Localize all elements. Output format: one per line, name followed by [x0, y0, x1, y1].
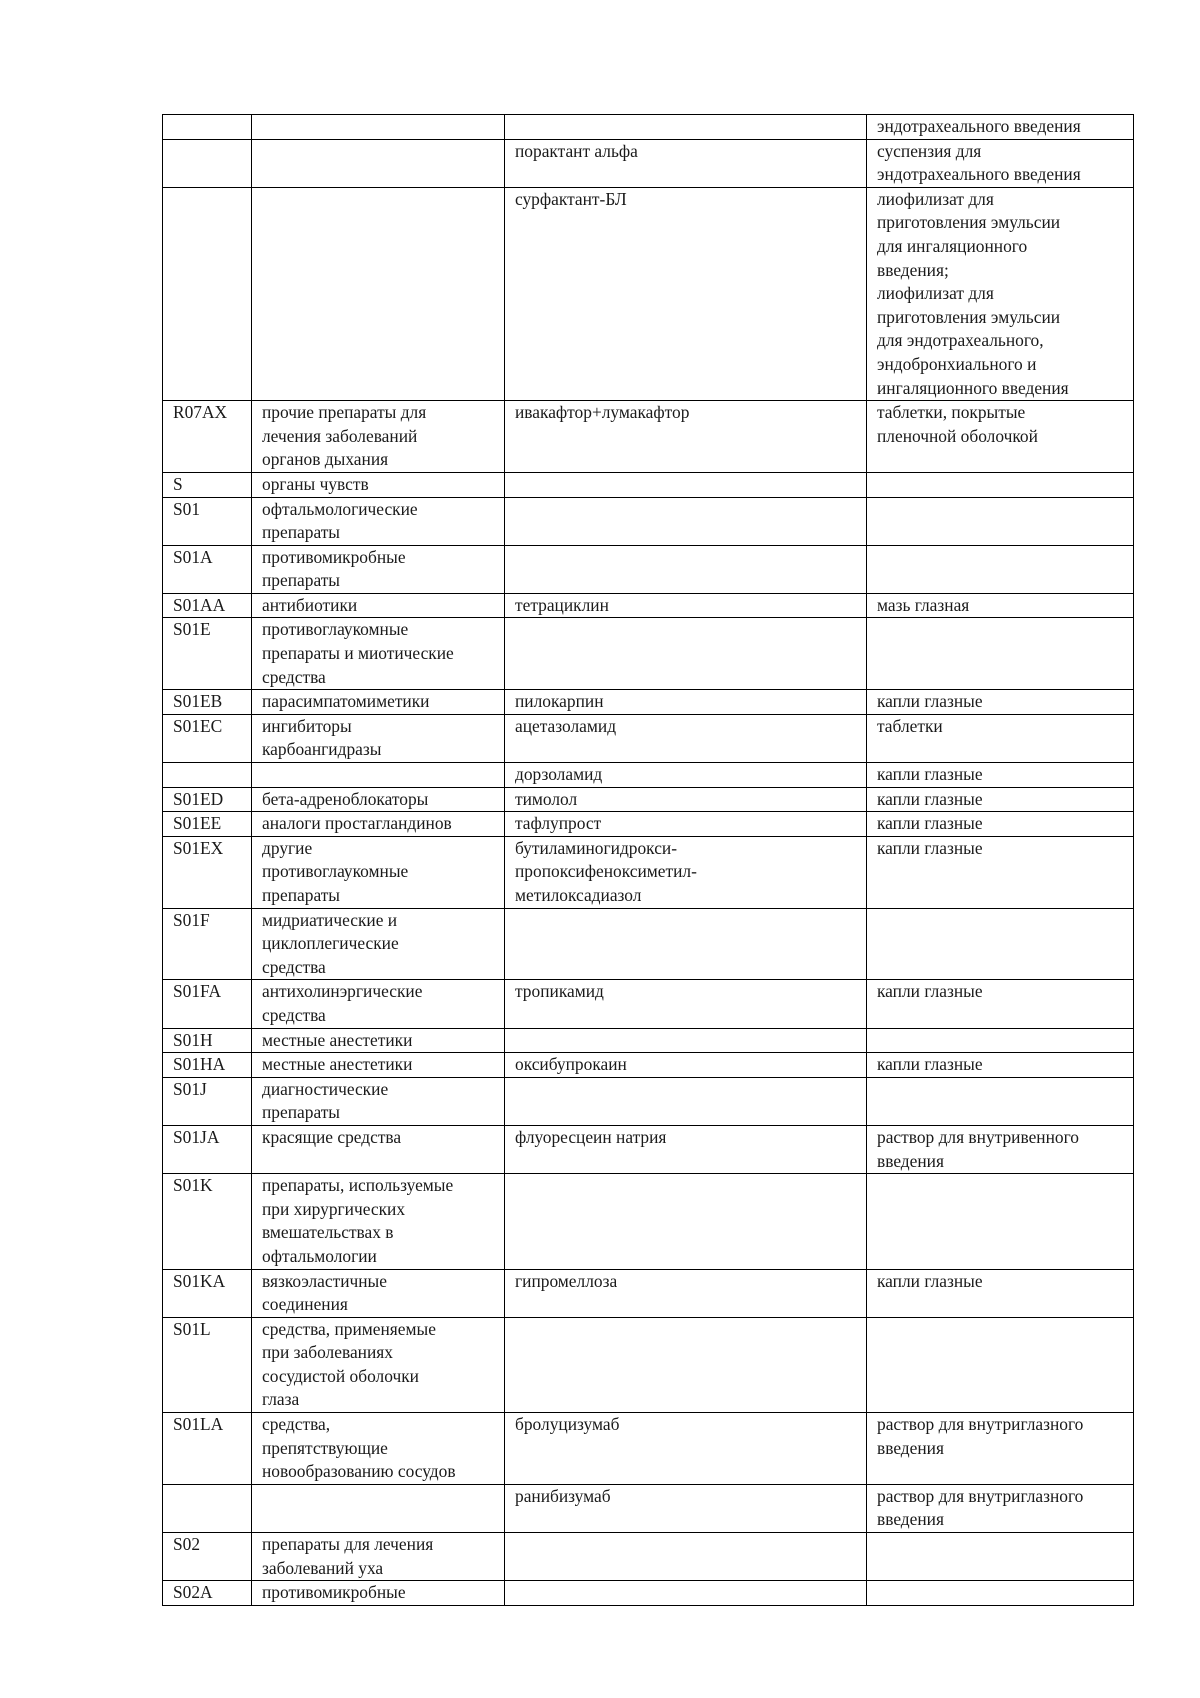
- dosage-form-cell: [867, 1028, 1134, 1053]
- pharmacological-group-cell: [252, 1053, 505, 1078]
- pharmacological-group-cell-text: прочие препараты для лечения заболеваний органов дыхания: [262, 402, 427, 470]
- drug-name-cell-text: флуоресцеин натрия: [515, 1126, 667, 1147]
- atc-code-cell: [163, 618, 252, 690]
- table-row: [163, 401, 1134, 473]
- pharmacological-group-cell-text: органы чувств: [262, 473, 369, 494]
- atc-code-cell-text: S01ED: [173, 788, 224, 809]
- drug-name-cell: [505, 1317, 867, 1412]
- atc-code-cell: [163, 1533, 252, 1581]
- table-row: [163, 472, 1134, 497]
- pharmacological-group-cell-text: ингибиторы карбоангидразы: [262, 715, 382, 760]
- atc-code-cell-text: S: [173, 473, 183, 494]
- drug-name-cell-text: порактант альфа: [515, 140, 638, 161]
- drug-name-cell: [505, 836, 867, 908]
- pharmacological-group-cell: [252, 980, 505, 1028]
- pharmacological-group-cell: [252, 1125, 505, 1173]
- drug-name-cell: [505, 187, 867, 400]
- dosage-form-cell: [867, 714, 1134, 762]
- drug-name-cell-text: тетрациклин: [515, 594, 609, 615]
- pharmacological-group-cell-text: аналоги простагландинов: [262, 813, 452, 834]
- atc-code-cell-text: S01L: [173, 1318, 211, 1339]
- pharmacological-group-cell-text: диагностические препараты: [262, 1078, 389, 1123]
- pharmacological-group-cell: [252, 812, 505, 837]
- pharmacological-group-cell: [252, 763, 505, 788]
- drug-name-cell: [505, 497, 867, 545]
- table-row: [163, 618, 1134, 690]
- drug-name-cell: [505, 593, 867, 618]
- drug-name-cell: [505, 787, 867, 812]
- dosage-form-cell: [867, 836, 1134, 908]
- drug-name-cell: [505, 401, 867, 473]
- drug-name-cell: [505, 545, 867, 593]
- drug-name-cell: [505, 115, 867, 140]
- drug-name-cell: [505, 1484, 867, 1532]
- table-row: [163, 497, 1134, 545]
- drug-name-cell: [505, 618, 867, 690]
- drug-name-cell: [505, 1581, 867, 1606]
- drug-name-cell: [505, 714, 867, 762]
- dosage-form-cell-text: капли глазные: [877, 813, 983, 834]
- drug-classification-table: [162, 114, 1134, 1606]
- dosage-form-cell-text: суспензия для эндотрахеального введения: [877, 140, 1081, 185]
- drug-name-cell: [505, 1533, 867, 1581]
- pharmacological-group-cell: [252, 1413, 505, 1485]
- table-row: [163, 1269, 1134, 1317]
- table-row: [163, 1413, 1134, 1485]
- atc-code-cell: [163, 497, 252, 545]
- atc-code-cell: [163, 472, 252, 497]
- pharmacological-group-cell-text: антихолинэргические средства: [262, 981, 423, 1025]
- drug-name-cell: [505, 1174, 867, 1269]
- drug-name-cell-text: дорзоламид: [515, 764, 603, 785]
- dosage-form-cell-text: лиофилизат для приготовления эмульсии для ингаляционного введения; лиофилизат для приготовления эмульсии для эндотрахеального, эндобронхиального и ингаляционного введения: [877, 188, 1069, 398]
- drug-name-cell-text: ранибизумаб: [515, 1485, 611, 1506]
- atc-code-cell-text: S01EB: [173, 691, 223, 712]
- dosage-form-cell: [867, 690, 1134, 715]
- drug-name-cell: [505, 908, 867, 980]
- pharmacological-group-cell-text: красящие средства: [262, 1126, 402, 1147]
- dosage-form-cell: [867, 1581, 1134, 1606]
- dosage-form-cell-text: капли глазные: [877, 788, 983, 809]
- atc-code-cell-text: S01EC: [173, 715, 223, 736]
- table-row: [163, 1077, 1134, 1125]
- drug-name-cell: [505, 763, 867, 788]
- pharmacological-group-cell: [252, 1317, 505, 1412]
- pharmacological-group-cell: [252, 1077, 505, 1125]
- table-row: [163, 714, 1134, 762]
- atc-code-cell-text: S01: [173, 498, 201, 519]
- pharmacological-group-cell-text: другие противоглаукомные препараты: [262, 837, 409, 905]
- pharmacological-group-cell: [252, 908, 505, 980]
- pharmacological-group-cell-text: антибиотики: [262, 594, 358, 615]
- atc-code-cell: [163, 1077, 252, 1125]
- atc-code-cell-text: S01KA: [173, 1270, 226, 1291]
- pharmacological-group-cell: [252, 1269, 505, 1317]
- dosage-form-cell-text: капли глазные: [877, 981, 983, 1002]
- dosage-form-cell: [867, 1053, 1134, 1078]
- atc-code-cell: [163, 787, 252, 812]
- dosage-form-cell: [867, 1413, 1134, 1485]
- dosage-form-cell: [867, 497, 1134, 545]
- atc-code-cell: [163, 187, 252, 400]
- table-row: [163, 1125, 1134, 1173]
- dosage-form-cell: [867, 139, 1134, 187]
- dosage-form-cell: [867, 401, 1134, 473]
- table-row: [163, 1533, 1134, 1581]
- pharmacological-group-cell: [252, 497, 505, 545]
- atc-code-cell-text: S01A: [173, 546, 213, 567]
- pharmacological-group-cell: [252, 187, 505, 400]
- dosage-form-cell-text: раствор для внутривенного введения: [877, 1126, 1079, 1171]
- dosage-form-cell-text: капли глазные: [877, 691, 983, 712]
- atc-code-cell: [163, 690, 252, 715]
- table-row: [163, 763, 1134, 788]
- dosage-form-cell: [867, 1125, 1134, 1173]
- atc-code-cell: [163, 1581, 252, 1606]
- pharmacological-group-cell: [252, 545, 505, 593]
- pharmacological-group-cell-text: противомикробные препараты: [262, 546, 406, 591]
- drug-name-cell: [505, 980, 867, 1028]
- drug-name-cell-text: сурфактант-БЛ: [515, 188, 627, 209]
- drug-name-cell: [505, 690, 867, 715]
- atc-code-cell: [163, 115, 252, 140]
- pharmacological-group-cell: [252, 787, 505, 812]
- table-body: [163, 115, 1134, 1606]
- drug-name-cell: [505, 1125, 867, 1173]
- atc-code-cell: [163, 1028, 252, 1053]
- pharmacological-group-cell-text: местные анестетики: [262, 1029, 413, 1050]
- drug-name-cell-text: ивакафтор+лумакафтор: [515, 402, 690, 423]
- dosage-form-cell-text: мазь глазная: [877, 594, 970, 615]
- pharmacological-group-cell: [252, 1581, 505, 1606]
- atc-code-cell: [163, 593, 252, 618]
- table-row: [163, 545, 1134, 593]
- table-row: [163, 1581, 1134, 1606]
- atc-code-cell-text: S01AA: [173, 594, 226, 615]
- atc-code-cell: [163, 1174, 252, 1269]
- pharmacological-group-cell: [252, 139, 505, 187]
- atc-code-cell-text: S01EE: [173, 813, 222, 834]
- drug-name-cell-text: бутиламиногидрокси- пропоксифеноксиметил- метилоксадиазол: [515, 837, 697, 905]
- atc-code-cell-text: S01LA: [173, 1414, 224, 1435]
- pharmacological-group-cell: [252, 401, 505, 473]
- table-row: [163, 115, 1134, 140]
- dosage-form-cell-text: раствор для внутриглазного введения: [877, 1485, 1084, 1530]
- drug-name-cell: [505, 139, 867, 187]
- atc-code-cell: [163, 812, 252, 837]
- atc-code-cell-text: S01FA: [173, 981, 222, 1002]
- atc-code-cell: [163, 1413, 252, 1485]
- dosage-form-cell-text: капли глазные: [877, 764, 983, 785]
- atc-code-cell: [163, 908, 252, 980]
- pharmacological-group-cell-text: бета-адреноблокаторы: [262, 788, 429, 809]
- drug-name-cell-text: пилокарпин: [515, 691, 604, 712]
- dosage-form-cell: [867, 787, 1134, 812]
- atc-code-cell: [163, 980, 252, 1028]
- pharmacological-group-cell-text: вязкоэластичные соединения: [262, 1270, 387, 1315]
- drug-name-cell-text: бролуцизумаб: [515, 1414, 620, 1435]
- atc-code-cell-text: S01F: [173, 909, 210, 930]
- dosage-form-cell-text: таблетки: [877, 715, 943, 736]
- drug-name-cell: [505, 472, 867, 497]
- pharmacological-group-cell: [252, 1174, 505, 1269]
- atc-code-cell-text: S01HA: [173, 1054, 226, 1075]
- dosage-form-cell: [867, 618, 1134, 690]
- table-row: [163, 1484, 1134, 1532]
- drug-name-cell-text: оксибупрокаин: [515, 1054, 627, 1075]
- table-row: [163, 836, 1134, 908]
- pharmacological-group-cell-text: противоглаукомные препараты и миотические средства: [262, 619, 454, 687]
- atc-code-cell-text: S01J: [173, 1078, 207, 1099]
- table-row: [163, 812, 1134, 837]
- pharmacological-group-cell-text: парасимпатомиметики: [262, 691, 430, 712]
- atc-code-cell-text: S01EX: [173, 837, 224, 858]
- atc-code-cell-text: R07AX: [173, 402, 228, 423]
- dosage-form-cell: [867, 812, 1134, 837]
- pharmacological-group-cell: [252, 472, 505, 497]
- pharmacological-group-cell: [252, 1484, 505, 1532]
- atc-code-cell: [163, 1053, 252, 1078]
- pharmacological-group-cell: [252, 836, 505, 908]
- pharmacological-group-cell-text: препараты, используемые при хирургических вмешательствах в офтальмологии: [262, 1175, 454, 1266]
- table-row: [163, 908, 1134, 980]
- table-row: [163, 593, 1134, 618]
- dosage-form-cell: [867, 1484, 1134, 1532]
- pharmacological-group-cell: [252, 690, 505, 715]
- pharmacological-group-cell: [252, 1028, 505, 1053]
- table-row: [163, 1174, 1134, 1269]
- pharmacological-group-cell-text: мидриатические и циклоплегические средства: [262, 909, 399, 977]
- pharmacological-group-cell-text: средства, применяемые при заболеваниях сосудистой оболочки глаза: [262, 1318, 436, 1410]
- atc-code-cell: [163, 401, 252, 473]
- drug-name-cell: [505, 1028, 867, 1053]
- table-row: [163, 139, 1134, 187]
- dosage-form-cell: [867, 115, 1134, 140]
- dosage-form-cell: [867, 187, 1134, 400]
- pharmacological-group-cell-text: противомикробные: [262, 1582, 406, 1603]
- drug-name-cell: [505, 1413, 867, 1485]
- pharmacological-group-cell-text: офтальмологические препараты: [262, 498, 418, 543]
- drug-name-cell-text: тропикамид: [515, 981, 604, 1002]
- dosage-form-cell-text: эндотрахеального введения: [877, 116, 1081, 136]
- table-row: [163, 980, 1134, 1028]
- dosage-form-cell: [867, 1077, 1134, 1125]
- atc-code-cell: [163, 545, 252, 593]
- table-row: [163, 187, 1134, 400]
- drug-name-cell-text: тимолол: [515, 788, 578, 809]
- atc-code-cell: [163, 1317, 252, 1412]
- pharmacological-group-cell: [252, 593, 505, 618]
- dosage-form-cell: [867, 545, 1134, 593]
- pharmacological-group-cell-text: местные анестетики: [262, 1054, 413, 1075]
- pharmacological-group-cell: [252, 115, 505, 140]
- atc-code-cell: [163, 139, 252, 187]
- dosage-form-cell-text: капли глазные: [877, 837, 983, 858]
- atc-code-cell: [163, 836, 252, 908]
- table-row: [163, 690, 1134, 715]
- atc-code-cell-text: S01E: [173, 619, 211, 640]
- drug-name-cell: [505, 1077, 867, 1125]
- pharmacological-group-cell-text: средства, препятствующие новообразованию сосудов: [262, 1414, 456, 1482]
- dosage-form-cell-text: капли глазные: [877, 1270, 983, 1291]
- pharmacological-group-cell: [252, 1533, 505, 1581]
- drug-name-cell: [505, 812, 867, 837]
- atc-code-cell-text: S01H: [173, 1029, 213, 1050]
- table-row: [163, 1317, 1134, 1412]
- dosage-form-cell: [867, 1174, 1134, 1269]
- atc-code-cell-text: S02A: [173, 1582, 213, 1603]
- dosage-form-cell: [867, 1317, 1134, 1412]
- dosage-form-cell: [867, 1533, 1134, 1581]
- table-row: [163, 1028, 1134, 1053]
- atc-code-cell: [163, 763, 252, 788]
- drug-name-cell-text: тафлупрост: [515, 813, 602, 834]
- dosage-form-cell: [867, 763, 1134, 788]
- dosage-form-cell: [867, 593, 1134, 618]
- atc-code-cell-text: S01JA: [173, 1126, 220, 1147]
- atc-code-cell: [163, 714, 252, 762]
- dosage-form-cell: [867, 980, 1134, 1028]
- table-row: [163, 1053, 1134, 1078]
- pharmacological-group-cell-text: препараты для лечения заболеваний уха: [262, 1534, 434, 1578]
- dosage-form-cell: [867, 472, 1134, 497]
- dosage-form-cell: [867, 908, 1134, 980]
- atc-code-cell: [163, 1269, 252, 1317]
- atc-code-cell: [163, 1484, 252, 1532]
- dosage-form-cell-text: раствор для внутриглазного введения: [877, 1414, 1084, 1458]
- drug-name-cell: [505, 1053, 867, 1078]
- drug-name-cell: [505, 1269, 867, 1317]
- dosage-form-cell-text: капли глазные: [877, 1054, 983, 1075]
- pharmacological-group-cell: [252, 714, 505, 762]
- atc-code-cell: [163, 1125, 252, 1173]
- drug-name-cell-text: ацетазоламид: [515, 715, 617, 736]
- table-row: [163, 787, 1134, 812]
- atc-code-cell-text: S01K: [173, 1175, 213, 1196]
- dosage-form-cell: [867, 1269, 1134, 1317]
- drug-name-cell-text: гипромеллоза: [515, 1270, 618, 1291]
- pharmacological-group-cell: [252, 618, 505, 690]
- atc-code-cell-text: S02: [173, 1534, 201, 1555]
- dosage-form-cell-text: таблетки, покрытые пленочной оболочкой: [877, 402, 1038, 446]
